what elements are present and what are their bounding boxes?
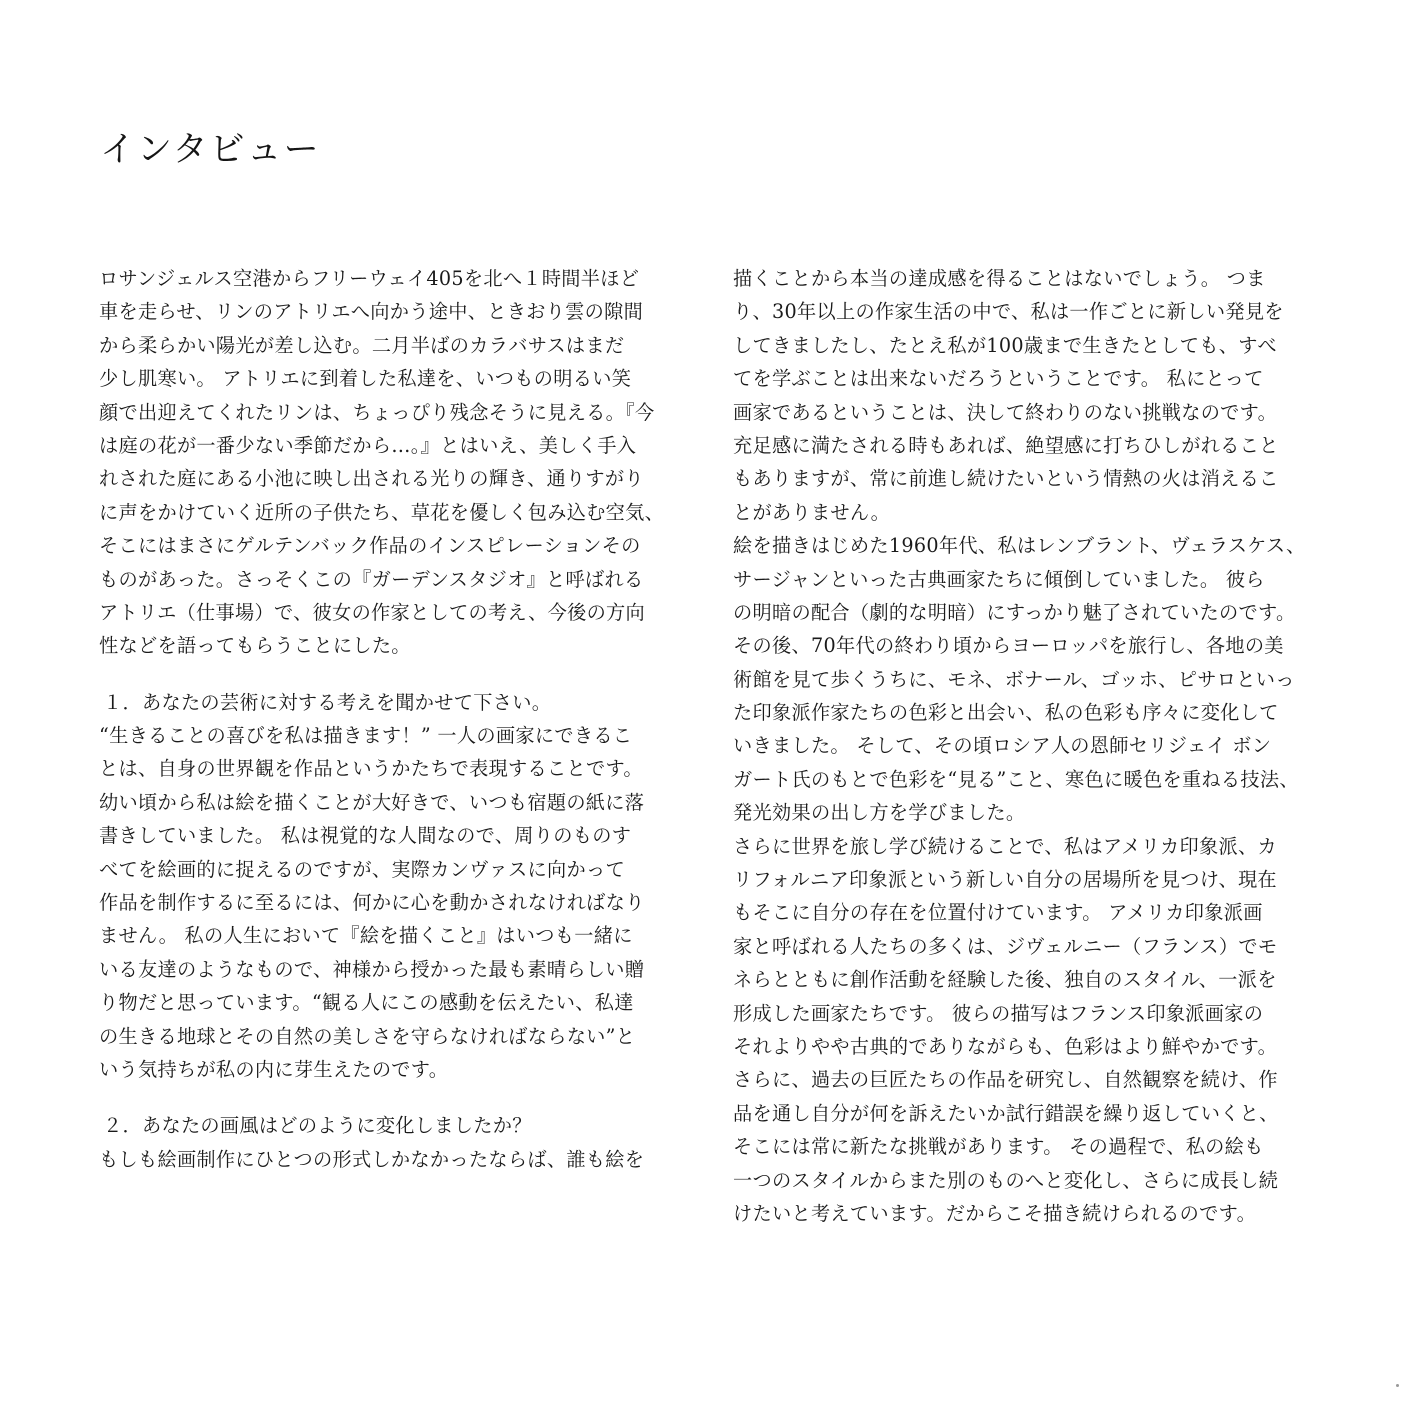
text-line: 少し肌寒い。 アトリエに到着した私達を、いつもの明るい笑: [99, 367, 632, 391]
intro-paragraph: [99, 262, 674, 663]
text-line: とがありません。: [733, 500, 891, 524]
text-line: 幼い頃から私は絵を描くことが大好きで、いつも宿題の紙に落: [99, 790, 645, 814]
text-line: 書きしていました。 私は視覚的な人間なので、周りのものす: [99, 824, 632, 848]
text-line: それよりやや古典的でありながらも、色彩はより鮮やかです。: [733, 1034, 1278, 1058]
text-line: 充足感に満たされる時もあれば、絶望感に打ちひしがれること: [733, 433, 1279, 457]
right-column: [733, 262, 1308, 1230]
answer-2-start: もしも絵画制作にひとつの形式しかなかったならば、誰も絵を: [99, 1147, 645, 1171]
text-line: もそこに自分の存在を位置付けています。 アメリカ印象派画: [733, 901, 1263, 925]
text-line: けたいと考えています。だからこそ描き続けられるのです。: [733, 1201, 1257, 1225]
text-line: 一つのスタイルからまた別のものへと変化し、さらに成長し続: [733, 1168, 1279, 1192]
answer-1-paragraph: [99, 719, 674, 1086]
text-line: ネらとともに創作活動を経験した後、独自のスタイル、一派を: [733, 968, 1277, 992]
text-line: いきました。 そして、その頃ロシア人の恩師セリジェイ ボン: [733, 734, 1272, 758]
text-line: り、30年以上の作家生活の中で、私は一作ごとに新しい発見を: [733, 300, 1284, 324]
text-line: 形成した画家たちです。 彼らの描写はフランス印象派画家の: [733, 1001, 1264, 1025]
text-line: さらに世界を旅し学び続けることで、私はアメリカ印象派、カ: [733, 834, 1277, 858]
text-line: してきましたし、たとえ私が100歳まで生きたとしても、すべ: [733, 333, 1277, 357]
text-line: いう気持ちが私の内に芽生えたのです。: [99, 1057, 449, 1081]
text-line: “生きることの喜びを私は描きます！” 一人の画家にできるこ: [99, 724, 633, 748]
text-line: は庭の花が一番少ない季節だから…。』とはいえ、美しく手入: [99, 433, 637, 457]
text-line: 絵を描きはじめた1960年代、私はレンブラント、ヴェラスケス、: [733, 534, 1306, 558]
text-line: べてを絵画的に捉えるのですが、実際カンヴァスに向かって: [99, 857, 625, 881]
page-title: インタビュー: [100, 130, 321, 170]
text-line: そこには常に新たな挑戦があります。 その過程で、私の絵も: [733, 1135, 1264, 1159]
text-line: た印象派作家たちの色彩と出会い、私の色彩も序々に変化して: [733, 701, 1279, 725]
text-line: とは、自身の世界観を作品というかたちで表現することです。: [99, 757, 643, 781]
text-line: 性などを語ってもらうことにした。: [99, 634, 411, 658]
scan-speck: [1396, 1384, 1399, 1387]
text-line: ものがあった。さっそくこの『ガーデンスタジオ』と呼ばれる: [99, 567, 644, 591]
text-line: 術館を見て歩くうちに、モネ、ボナール、ゴッホ、ピサロといっ: [733, 667, 1295, 691]
text-line: 車を走らせ、リンのアトリエへ向かう途中、ときおり雲の隙間: [99, 300, 644, 324]
text-line: 描くことから本当の達成感を得ることはないでしょう。 つま: [733, 267, 1266, 290]
text-line: そこにはまさにゲルテンバック作品のインスピレーションその: [99, 534, 641, 558]
question-1-heading: １．あなたの芸術に対する考えを聞かせて下さい。: [103, 690, 552, 714]
text-line: アトリエ（仕事場）で、彼女の作家としての考え、今後の方向: [99, 600, 646, 624]
text-line: サージャンといった古典画家たちに傾倒していました。 彼ら: [733, 567, 1265, 591]
text-line: その後、70年代の終わり頃からヨーロッパを旅行し、各地の美: [733, 634, 1284, 658]
left-column: [99, 262, 674, 1176]
text-line: り物だと思っています。“観る人にこの感動を伝えたい、私達: [99, 991, 634, 1015]
text-line: もありますが、常に前進し続けたいという情熱の火は消えるこ: [733, 467, 1279, 491]
text-line: 品を通し自分が何を訴えたいか試行錯誤を繰り返していくと、: [733, 1101, 1279, 1125]
text-line: てを学ぶことは出来ないだろうということです。 私にとって: [733, 367, 1264, 391]
text-line: 家と呼ばれる人たちの多くは、ジヴェルニー（フランス）でモ: [733, 934, 1278, 958]
text-line: ガート氏のもとで色彩を“見る”こと、寒色に暖色を重ねる技法、: [733, 767, 1299, 791]
text-line: いる友達のようなもので、神様から授かった最も素晴らしい贈: [99, 957, 645, 981]
text-line: 作品を制作するに至るには、何かに心を動かされなければなり: [99, 891, 645, 915]
question-2-heading: ２．あなたの画風はどのように変化しましたか？: [103, 1114, 532, 1138]
text-line: の明暗の配合（劇的な明暗）にすっかり魅了されていたのです。: [733, 600, 1296, 624]
text-line: 画家であるということは、決して終わりのない挑戦なのです。: [733, 400, 1278, 424]
text-line: に声をかけていく近所の子供たち、草花を優しく包み込む空気、: [99, 500, 665, 524]
text-line: 発光効果の出し方を学びました。: [733, 801, 1026, 825]
text-line: ません。 私の人生において『絵を描くこと』はいつも一緒に: [99, 924, 633, 948]
text-line: 顔で出迎えてくれたリンは、ちょっぴり残念そうに見える。『今: [99, 400, 655, 424]
text-line: の生きる地球とその自然の美しさを守らなければならない”と: [99, 1024, 636, 1048]
text-line: ロサンジェルス空港からフリーウェイ405を北へ１時間半ほど: [99, 267, 640, 290]
text-line: から柔らかい陽光が差し込む。二月半ばのカラバサスはまだ: [99, 333, 625, 357]
text-line: リフォルニア印象派という新しい自分の居場所を見つけ、現在: [733, 868, 1277, 892]
text-line: さらに、過去の巨匠たちの作品を研究し、自然観察を続け、作: [733, 1068, 1278, 1092]
text-line: れされた庭にある小池に映し出される光りの輝き、通りすがり: [99, 467, 644, 491]
